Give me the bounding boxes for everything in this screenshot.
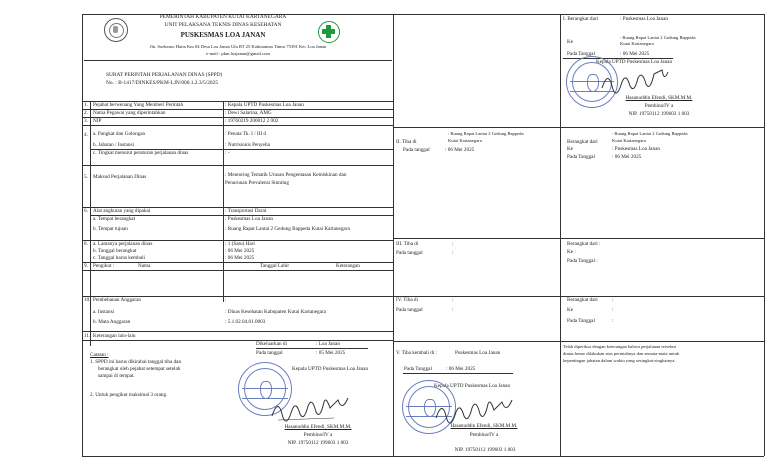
row-line <box>82 165 393 166</box>
row-no: 2. <box>84 110 88 116</box>
ii-dep-1: : Ruang Rapat Lantai 2 Gedung Bappeda <box>612 131 688 136</box>
row-value: : Ruang Rapat Lantai 2 Gedung Bappeda Kutai Kartanegara <box>225 226 350 232</box>
issued-date-value: : 05 Mei 2025 <box>316 350 346 356</box>
row-value: : 1 (Satu) Hari <box>225 241 255 247</box>
v-role: Kepala UPTD Puskesmas Loa Janan <box>434 383 511 389</box>
row-label: Maksud Perjalanan Dinas <box>93 174 147 180</box>
row-label: c. Tanggal harus kembali <box>93 255 145 261</box>
issued-rule <box>256 348 368 349</box>
row-value: : <box>225 297 227 303</box>
ii-ke: : Puskesmas Loa Janan <box>612 146 660 152</box>
signer-rank: Pembina/IV a <box>469 432 499 438</box>
issued-at-value: : Loa Janan <box>316 341 340 347</box>
row-label: b. Jabatan / Instansi <box>93 142 134 148</box>
pengikut-ket: Keterangan <box>336 263 360 269</box>
signer-nip: NIP. 19750112 199603 1 003 <box>628 111 690 117</box>
iv-pada-colon: : <box>612 318 614 324</box>
row-line <box>82 270 393 271</box>
header-address: Jln. Soekarno Hatta Km 04 Desa Loa Janan Ulu RT 25 Kalimantan Timur 75391 Kec Loa Janan <box>149 44 327 49</box>
row-no: 6. <box>84 208 88 214</box>
row-line <box>82 331 393 332</box>
iv-label: IV. Tiba di <box>396 297 418 303</box>
i-from: : Puskesmas Loa Janan <box>620 16 668 22</box>
row-label: NIP <box>93 118 102 124</box>
ii-date-label: Pada tanggal <box>403 147 430 153</box>
frame-right-mid <box>560 14 561 456</box>
i-ke-label: Ke <box>567 39 574 45</box>
header-unit: UNIT PELAKSANA TEKNIS DINAS KESEHATAN <box>164 22 282 28</box>
note-line: 2. Untuk pengikut maksimal 3 orang. <box>90 392 168 398</box>
row-value: : 06 Mei 2025 <box>225 255 255 261</box>
header-puskesmas: PUSKESMAS LOA JANAN <box>180 31 266 39</box>
row-value: : Penata Tk. I / III d <box>225 131 266 137</box>
row-no: 9. <box>84 263 88 269</box>
issued-role: Kepala UPTD Puskesmas Loa Janan <box>292 366 369 372</box>
v-place: Puskesmas Loa Janan <box>455 350 501 356</box>
doc-number: No. : B-1417/DINKES/PKM-LJN/000.1.2.3/5/2025 <box>106 80 219 86</box>
signer-rank: Pembina/IV a <box>303 432 333 438</box>
row-value: : Transportasi Darat <box>225 208 267 214</box>
issued-at-label: Dikeluarkan di <box>256 341 287 347</box>
row-value: : Kepala UPTD Puskesmas Loa Janan <box>225 102 304 108</box>
row-value: : 5.1.02.04.01.0003 <box>225 319 266 325</box>
row-label: a. Pangkat dan Golongan <box>93 131 146 137</box>
row-label: b. Tanggal berangkat <box>93 248 137 254</box>
iv-dep-label: Berangkat dari <box>567 297 598 303</box>
v-rule <box>403 373 513 374</box>
row-value: : Nutrisionis Penyelia <box>225 142 270 148</box>
pengikut-nama: Nama <box>138 263 151 269</box>
iii-pada: Pada Tanggal : <box>567 258 598 264</box>
row-line <box>82 340 393 341</box>
i-date: : 06 Mei 2025 <box>620 51 650 57</box>
note-line: berangkat oleh pejabat setempat setelah <box>98 366 181 372</box>
row-value: : Dewi Salarina, AMG <box>225 110 272 116</box>
section-line <box>393 238 764 239</box>
pengikut-label: Pengikut : <box>93 263 115 269</box>
iv-ke-colon: : <box>612 307 614 313</box>
ii-dep-2: Kutai Kartanegara <box>612 138 646 143</box>
row-no: 3. <box>84 118 88 124</box>
signer-nip: NIP. 19750112 199603 1 003 <box>454 447 516 453</box>
issued-date-label: Pada tanggal <box>256 350 283 356</box>
ii-dest-1: : Ruang Rapat Lantai 2 Gedung Bappeda <box>448 131 524 136</box>
row-label: b. Tempat tujuan <box>93 226 128 232</box>
section-line <box>393 127 764 128</box>
iii-colon: : <box>452 241 454 247</box>
frame-bottom <box>82 456 764 457</box>
v-date: : 06 Mei 2025 <box>446 366 476 372</box>
row-label: a. Tempat berangkat <box>93 216 136 222</box>
iv-ke-label: Ke <box>567 307 574 313</box>
signer-nip: NIP. 19750112 199603 1 003 <box>287 440 349 446</box>
signer-name: Hasanuddin Efendi, SKM.M.M. <box>284 424 352 430</box>
pengikut-lahir: Tanggal Lahir <box>260 263 290 269</box>
row-value: : - <box>225 150 230 156</box>
row-no: 10. <box>84 297 91 303</box>
i-label: I. Berangkat dari <box>563 16 599 22</box>
iii-label: III. Tiba di <box>396 241 419 247</box>
row-label: Pembebanan Anggaran <box>93 297 141 303</box>
doc-title: SURAT PERINTAH PERJALANAN DINAS (SPPD) <box>106 72 223 78</box>
iv-colon: : <box>452 297 454 303</box>
header-rule <box>84 60 392 61</box>
signature <box>268 392 352 426</box>
declaration-line: kepentingan jabatan dalam waktu yang sesingkat-singkatnya. <box>563 358 676 363</box>
row-label: Nama Pegawai yang diperintahkan <box>93 110 166 116</box>
label-column-line <box>223 101 227 303</box>
section-line <box>393 341 764 342</box>
row-value: : 06 Mei 2025 <box>225 248 255 254</box>
signer-rank: Pembina/IV a <box>644 103 674 109</box>
header-gov: PEMERINTAH KABUPATEN KUTAI KARTANEGARA <box>159 14 287 20</box>
row-value: Penurunan Prevalensi Stunting <box>225 180 289 186</box>
health-cross-logo <box>318 21 340 43</box>
ii-pada-label: Pada Tanggal <box>567 154 595 160</box>
row-value: : Dinas Kesehatan Kabupaten Kutai Kartanegara <box>225 309 326 315</box>
row-no: 4. <box>84 132 88 138</box>
row-line <box>82 125 393 126</box>
iii-ke: Ke : <box>567 249 576 255</box>
i-dest-2: Kutai Kartanegara <box>620 41 654 46</box>
notes-title: Catatan : <box>90 352 109 358</box>
signer-name: Hasanuddin Efendi, SKM.M.M. <box>625 95 693 101</box>
row-no: 11. <box>84 333 91 339</box>
declaration-line: Telah diperiksa dengan keterangan bahwa perjalanan tersebut <box>563 344 676 349</box>
iii-date-label: Pada tanggal <box>396 250 423 256</box>
row-value: : Mentoring Tematik Urusan Pengentasan Kemiskinan dan <box>225 172 347 178</box>
ii-date: : 06 Mei 2025 <box>445 147 475 153</box>
iv-date-colon: : <box>452 307 454 313</box>
row-value: : Puskesmas Loa Janan <box>225 216 273 222</box>
row-no: 1. <box>84 102 88 108</box>
ii-dest-2: Kutai Kartanegara <box>448 138 482 143</box>
row-no: 8. <box>84 241 88 247</box>
iv-dep-colon: : <box>612 297 614 303</box>
row-label: c. Tingkat menurut peraturan perjalanan dinas <box>93 150 189 156</box>
kutai-logo <box>104 18 128 42</box>
row-value: : 19760219 200012 2 002 <box>225 118 279 124</box>
v-date-label: Pada Tanggal <box>404 366 432 372</box>
iii-date-colon: : <box>452 250 454 256</box>
ii-ke-label: Ke <box>567 146 574 152</box>
row-label: b. Mata Anggaran <box>93 319 131 325</box>
ii-pada: : 06 Mei 2025 <box>612 154 642 160</box>
note-line: sampai di tempat. <box>98 373 135 379</box>
iv-date-label: Pada tanggal <box>396 307 423 313</box>
header-email: e-mail : pkm.loajanan@gmail.com <box>206 51 270 56</box>
i-date-label: Pada Tanggal <box>567 51 595 57</box>
no-column-line <box>90 101 91 346</box>
iii-dep: Berangkat dari : <box>567 241 601 247</box>
row-label: Keterangan lain-lain <box>93 333 136 339</box>
i-role: Kepala UPTD Puskesmas Loa Janan <box>596 59 673 65</box>
row-label: a. Instansi <box>93 309 115 315</box>
v-label: V. Tiba kembali di : <box>396 350 437 356</box>
row-label: Pejabat berwenang Yang Memberi Perintah <box>93 102 184 108</box>
signature <box>598 66 670 96</box>
signer-name: Hasanuddin Efendi, SKM.M.M. <box>450 423 518 429</box>
frame-mid <box>393 14 394 456</box>
row-label: Alat angkutan yang dipakai <box>93 208 151 214</box>
ii-label: II. Tiba di <box>396 139 417 145</box>
row-no: 5. <box>84 174 88 180</box>
iv-pada-label: Pada Tanggal <box>567 318 595 324</box>
row-label: a. Lamanya perjalanan dinas <box>93 241 153 247</box>
ii-dep-label: Berangkat dari <box>567 139 598 145</box>
i-dest-1: : Ruang Rapat Lantai 2 Gedung Bappeda <box>620 35 696 40</box>
declaration-line: diatas benar dilakukan atas perintahnya dan semata-mata untuk <box>563 351 680 356</box>
frame-right <box>764 14 765 456</box>
frame-left <box>82 14 83 456</box>
note-line: 1. SPPD ini harus dikirabai tanggal tiba dan <box>90 359 182 365</box>
